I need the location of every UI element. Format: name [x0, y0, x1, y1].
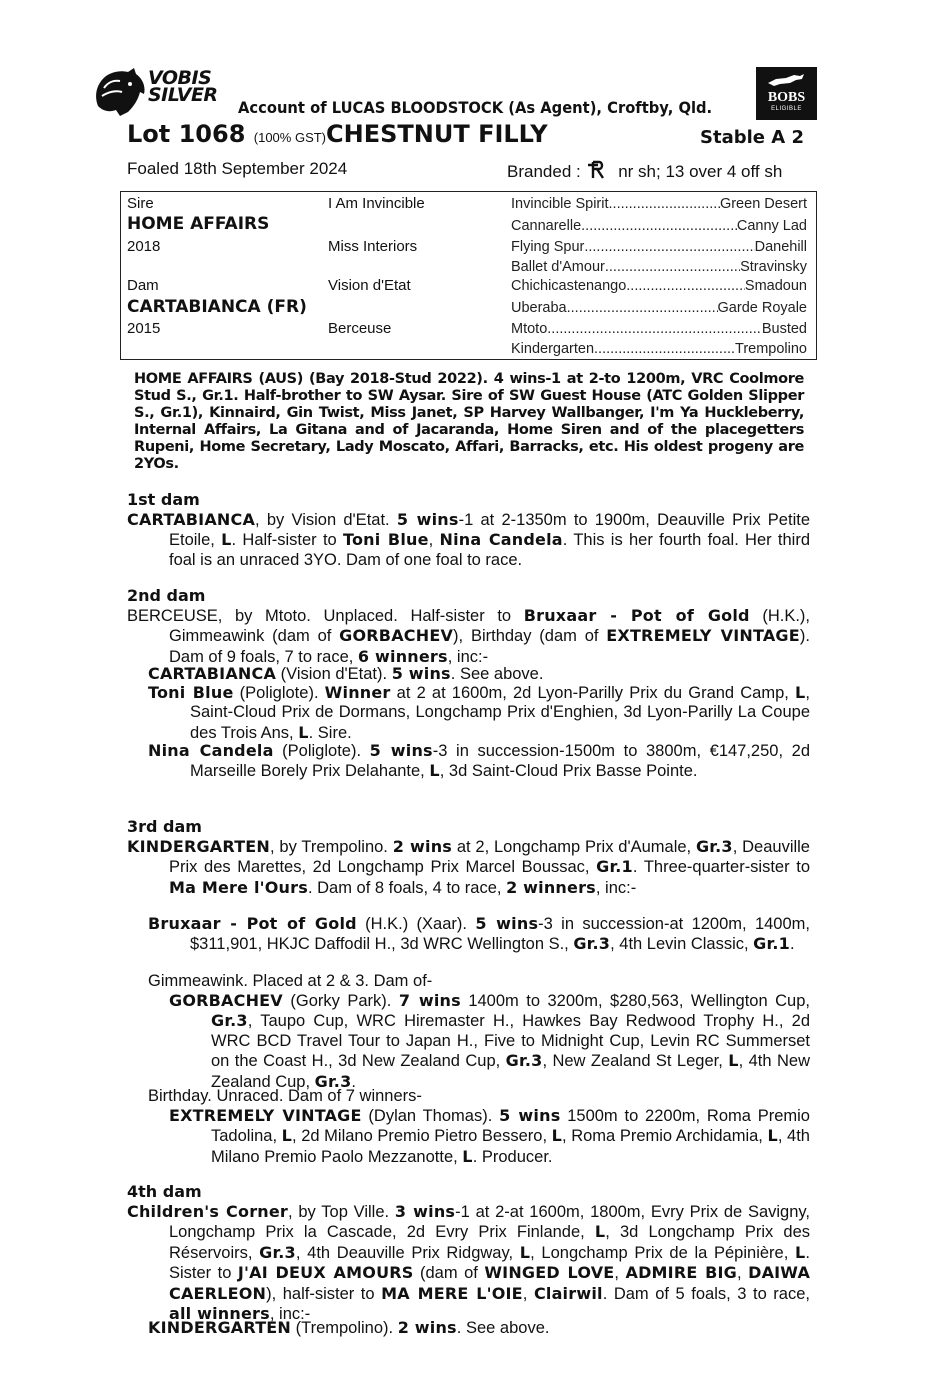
branded-details: nr sh; 13 over 4 off sh [618, 162, 783, 181]
sire-sire: I Am Invincible [328, 195, 425, 212]
running-horse-icon [766, 73, 806, 87]
ancestor-row: Uberaba ..... Garde Royale [511, 299, 807, 317]
dam-name: CARTABIANCA (FR) [127, 297, 307, 317]
fourth-dam-paragraph: Children's Corner, by Top Ville. 3 wins-1 at 2-at 1600m, 1800m, Evry Prix de Savigny, Longchamp Prix la Cascade, 2d Evry Prix Finlande, L, 3d Longchamp Prix des Réservoirs, Gr.3, 4th Deauville Prix Ridgway, L, Longchamp Prix de la Pépinière, L. Sister to J'AI DEUX AMOURS (dam of WINGED LOVE, ADMIRE BIG, DAIWA CAERLEON), half-sister to MA MERE L'OIE, Clairwil. Dam of 5 foals, 3 to race, all winners, inc:- [127, 1202, 811, 1324]
progeny-entry: Gimmeawink. Placed at 2 & 3. Dam of- [148, 972, 433, 990]
ancestor-row: Invincible Spirit ..... Green Desert [511, 195, 807, 213]
progeny-entry: Birthday. Unraced. Dam of 7 winners- [148, 1087, 422, 1105]
progeny-entry: Nina Candela (Poliglote). 5 wins-3 in succession-1500m to 3800m, €147,250, 2d Marseille Borely Prix Delahante, L, 3d Saint-Cloud Prix Basse Pointe. [148, 741, 810, 781]
progeny-entry: KINDERGARTEN (Trempolino). 2 wins. See above. [148, 1318, 550, 1337]
lot-number: Lot 1068 [127, 120, 246, 148]
branded-label: Branded : [507, 162, 581, 181]
sire-dam: Miss Interiors [328, 238, 418, 255]
ancestor-row: Kindergarten ..... Trempolino [511, 340, 807, 358]
horse-description: CHESTNUT FILLY [326, 120, 548, 148]
progeny-entry: Toni Blue (Poliglote). Winner at 2 at 1600m, 2d Lyon-Parilly Prix du Grand Camp, L, Saint-Cloud Prix de Dormans, Longchamp Prix d'Enghien, 3d Lyon-Parilly La Coupe des Trois Ans, L. Sire. [148, 683, 810, 742]
stable-location: Stable A 2 [700, 127, 804, 148]
lot-heading [127, 120, 548, 148]
first-dam-heading: 1st dam [127, 490, 200, 509]
ancestor-row: Cannarelle ..... Canny Lad [511, 217, 807, 235]
third-dam-heading: 3rd dam [127, 817, 202, 836]
second-dam-heading: 2nd dam [127, 586, 206, 605]
ancestor-row: Chichicastenango ..... Smadoun [511, 277, 807, 295]
bobs-eligible-logo [756, 67, 817, 120]
gst-note: (100% GST) [253, 130, 327, 145]
dam-sire: Vision d'Etat [328, 277, 411, 294]
grand-progeny-entry: EXTREMELY VINTAGE (Dylan Thomas). 5 wins 1500m to 2200m, Roma Premio Tadolina, L, 2d Milano Premio Pietro Bessero, L, Roma Premio Archidamia, L, 4th Milano Premio Paolo Mezzanotte, L. Producer. [169, 1106, 810, 1166]
vendor-account: Account of LUCAS BLOODSTOCK (As Agent), Croftby, Qld. [238, 98, 713, 117]
grand-progeny-entry: GORBACHEV (Gorky Park). 7 wins 1400m to 3200m, $280,563, Wellington Cup, Gr.3, Taupo Cup, WRC Hiremaster H., Hawkes Bay Redwood Trophy H., 2d WRC BCD Travel Tour to Japan H., Five to Midnight Cup, Levin RC Summerset on the Coast H., 3d New Zealand Cup, Gr.3, New Zealand St Leger, L, 4th New Zealand Cup, Gr.3. [169, 991, 810, 1091]
horse-head-icon [90, 66, 150, 118]
logo-word-1: VOBIS [148, 67, 212, 89]
pedigree-table [120, 191, 817, 360]
dam-label: Dam [127, 277, 159, 294]
sire-year: 2018 [127, 238, 161, 255]
fourth-dam-heading: 4th dam [127, 1182, 202, 1201]
vobis-silver-logo [90, 66, 230, 118]
ancestor-row: Mtoto ..... Busted [511, 320, 807, 338]
first-dam-paragraph: CARTABIANCA, by Vision d'Etat. 5 wins-1 at 2-1350m to 1900m, Deauville Prix Petite Etoile, L. Half-sister to Toni Blue, Nina Candela. This is her fourth foal. Her third foal is an unraced 3YO. Dam of one foal to race. [127, 510, 811, 569]
sire-summary: HOME AFFAIRS (AUS) (Bay 2018-Stud 2022). 4 wins-1 at 2-to 1200m, VRC Coolmore Stud S., Gr.1. Half-brother to SW Aysar. Sire of SW Guest House (ATC Golden Slipper S., Gr.1), Kinnaird, Gin Twist, Miss Janet, SP Harvey Wallbanger, I'm Ya Huckleberry, Internal Affairs, La Gitana and of Jacaranda, Home Siren and of the placegetters Rupeni, Home Secretary, Lady Moscato, Affari, Barracks, etc. His oldest progeny are 2YOs. [134, 371, 804, 472]
branded-info [507, 159, 782, 182]
bobs-logo-subtitle: ELIGIBLE [771, 106, 802, 112]
bobs-logo-title: BOBS [767, 90, 806, 105]
brand-mark-icon [585, 159, 613, 181]
progeny-entry: CARTABIANCA (Vision d'Etat). 5 wins. See above. [148, 664, 544, 683]
second-dam-paragraph: BERCEUSE, by Mtoto. Unplaced. Half-sister to Bruxaar - Pot of Gold (H.K.), Gimmeawink (dam of GORBACHEV), Birthday (dam of EXTREMELY VINTAGE). Dam of 9 foals, 7 to race, 6 winners, inc:- [127, 606, 810, 666]
sire-name: HOME AFFAIRS [127, 214, 270, 234]
third-dam-paragraph: KINDERGARTEN, by Trempolino. 2 wins at 2, Longchamp Prix d'Aumale, Gr.3, Deauville Prix des Marettes, 2d Longchamp Prix Marcel Boussac, Gr.1. Three-quarter-sister to Ma Mere l'Ours. Dam of 8 foals, 4 to race, 2 winners, inc:- [127, 837, 810, 897]
dam-dam: Berceuse [328, 320, 392, 337]
sire-label: Sire [127, 195, 154, 212]
foaled-date: Foaled 18th September 2024 [127, 159, 348, 178]
ancestor-row: Flying Spur ..... Danehill [511, 238, 807, 256]
dam-year: 2015 [127, 320, 161, 337]
ancestor-row: Ballet d'Amour ..... Stravinsky [511, 258, 807, 276]
logo-word-2: SILVER [148, 84, 218, 106]
progeny-entry: Bruxaar - Pot of Gold (H.K.) (Xaar). 5 wins-3 in succession-at 1200m, 1400m, $311,901, HKJC Daffodil H., 3d WRC Wellington S., Gr.3, 4th Levin Classic, Gr.1. [148, 914, 810, 954]
